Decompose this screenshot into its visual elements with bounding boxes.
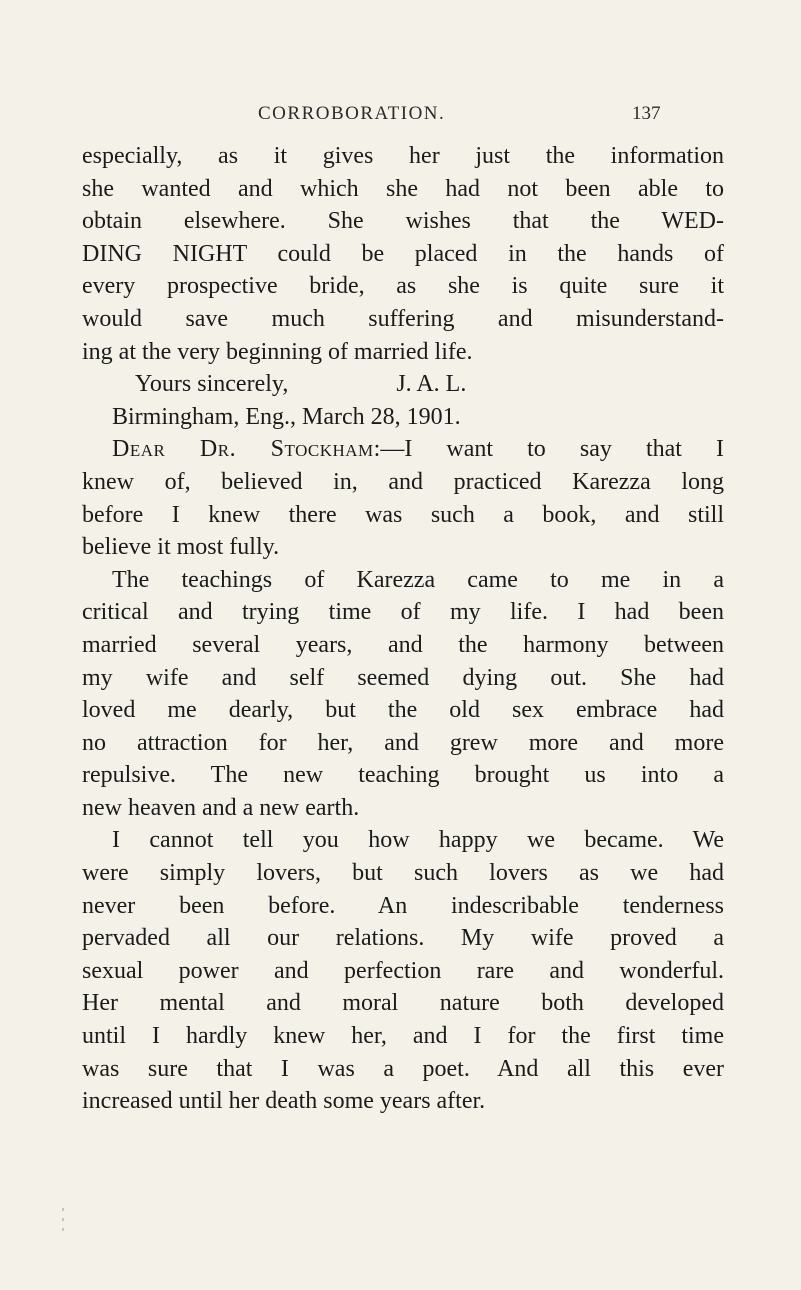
text-line: every prospective bride, as she is quite sure it (82, 273, 724, 300)
text-line: before I knew there was such a book, and still (82, 501, 724, 528)
text-line: knew of, believed in, and practiced Karezza long (82, 468, 724, 495)
text-line: never been before. An indescribable tenderness (82, 892, 724, 919)
gutter-mark (62, 1208, 64, 1211)
page-number: 137 (632, 103, 661, 124)
text-line: increased until her death some years after. (82, 1088, 486, 1115)
text-line: sexual power and perfection rare and wonderful. (82, 957, 724, 984)
running-head: CORROBORATION. (258, 103, 446, 124)
text-line: believe it most fully. (82, 534, 280, 561)
gutter-mark (62, 1218, 64, 1221)
salutation: Dear Dr. Stockham (112, 436, 374, 463)
letter-one-signoff (82, 368, 724, 401)
text-line: was sure that I was a poet. And all this ever (82, 1055, 724, 1082)
text-line: no attraction for her, and grew more and more (82, 729, 724, 756)
salutation-continuation: :—I want to say that I (373, 436, 724, 463)
text-line: new heaven and a new earth. (82, 794, 360, 821)
text-line: critical and trying time of my life. I had been (82, 599, 724, 626)
salutation-line (82, 433, 724, 466)
text-line: ing at the very beginning of married life. (82, 338, 473, 365)
signature-initials: J. A. L. (396, 371, 467, 398)
dateline: Birmingham, Eng., March 28, 1901. (112, 403, 461, 430)
text-line: obtain elsewhere. She wishes that the WED- (82, 208, 724, 235)
text-line: especially, as it gives her just the information (82, 143, 724, 169)
text-line: I cannot tell you how happy we became. We (112, 827, 724, 854)
text-line: The teachings of Karezza came to me in a (112, 566, 724, 593)
text-line: she wanted and which she had not been able to (82, 175, 724, 202)
text-line: were simply lovers, but such lovers as we had (82, 860, 724, 887)
text-line: my wife and self seemed dying out. She had (82, 664, 724, 691)
text-line: loved me dearly, but the old sex embrace had (82, 697, 724, 724)
text-line: Her mental and moral nature both developed (82, 990, 724, 1017)
gutter-mark (62, 1228, 64, 1231)
text-line: repulsive. The new teaching brought us into a (82, 762, 724, 789)
text-line: would save much suffering and misunderstand- (82, 305, 724, 332)
letter-two-body (82, 433, 724, 1117)
closing-text: Yours sincerely, (135, 371, 289, 398)
body-text (82, 140, 724, 1118)
text-line: pervaded all our relations. My wife proved a (82, 925, 724, 952)
text-line: married several years, and the harmony between (82, 631, 724, 658)
letter-one-body (82, 140, 724, 368)
text-line: until I hardly knew her, and I for the first time (82, 1023, 724, 1050)
text-line: DING NIGHT could be placed in the hands of (82, 240, 724, 267)
